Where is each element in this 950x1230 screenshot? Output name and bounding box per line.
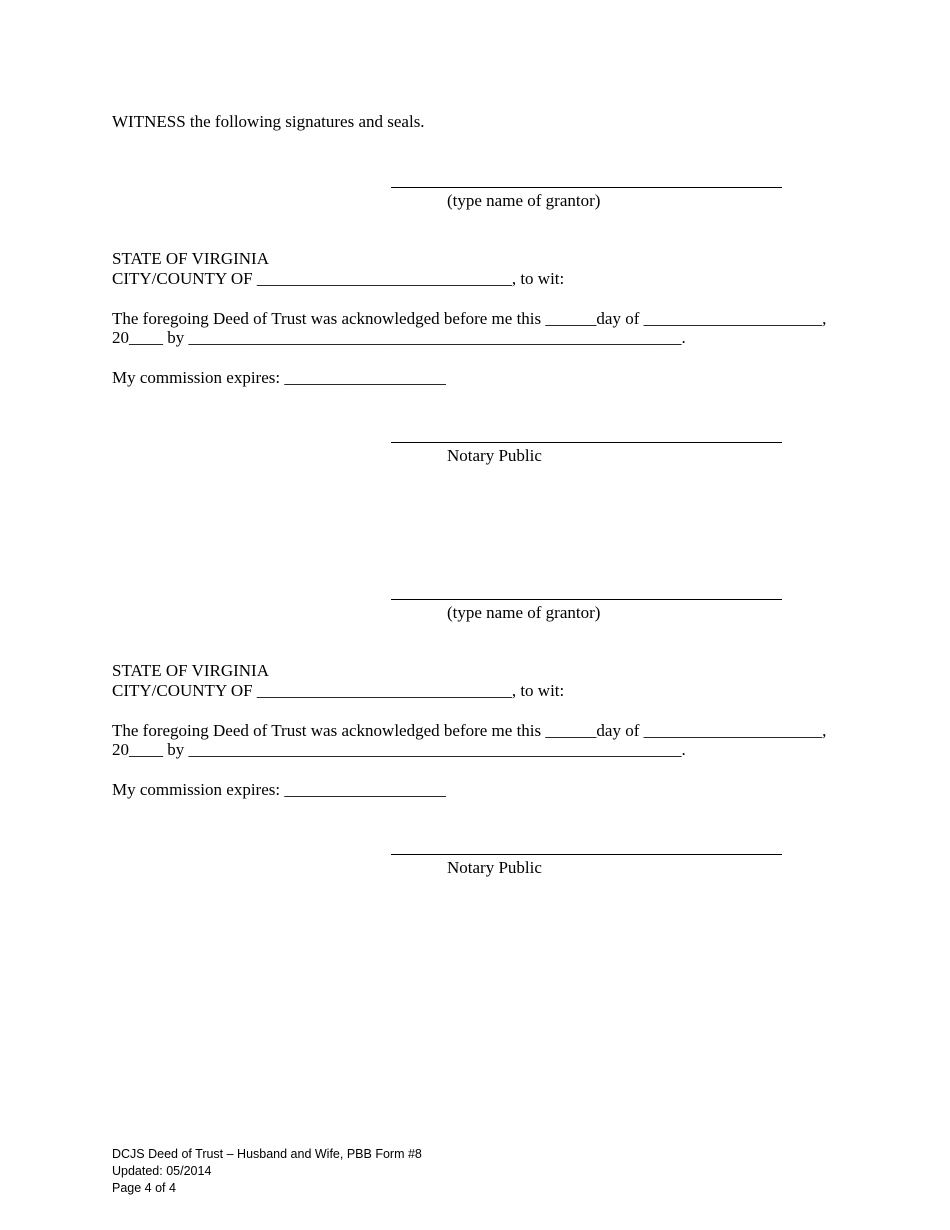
acknowledgment-line-1: The foregoing Deed of Trust was acknowledged before me this ______day of _____________________, <box>112 309 827 328</box>
county-line: CITY/COUNTY OF ______________________________, to wit: <box>112 681 565 700</box>
grantor-caption: (type name of grantor) <box>447 191 601 210</box>
grantor-signature-line <box>391 187 782 188</box>
county-line: CITY/COUNTY OF ______________________________, to wit: <box>112 269 565 288</box>
grantor-caption: (type name of grantor) <box>447 603 601 622</box>
commission-expires: My commission expires: ___________________ <box>112 780 446 799</box>
footer-page-number: Page 4 of 4 <box>112 1181 176 1195</box>
acknowledgment-line-2: 20____ by __________________________________________________________. <box>112 740 686 759</box>
state-heading: STATE OF VIRGINIA <box>112 661 269 680</box>
witness-statement: WITNESS the following signatures and seals. <box>112 112 425 131</box>
acknowledgment-line-1: The foregoing Deed of Trust was acknowledged before me this ______day of _____________________, <box>112 721 827 740</box>
state-heading: STATE OF VIRGINIA <box>112 249 269 268</box>
notary-signature-line <box>391 442 782 443</box>
commission-expires: My commission expires: ___________________ <box>112 368 446 387</box>
footer-updated: Updated: 05/2014 <box>112 1164 212 1178</box>
footer-form-title: DCJS Deed of Trust – Husband and Wife, PBB Form #8 <box>112 1147 422 1161</box>
notary-caption: Notary Public <box>447 446 542 465</box>
grantor-signature-line <box>391 599 782 600</box>
notary-caption: Notary Public <box>447 858 542 877</box>
acknowledgment-line-2: 20____ by __________________________________________________________. <box>112 328 686 347</box>
notary-signature-line <box>391 854 782 855</box>
